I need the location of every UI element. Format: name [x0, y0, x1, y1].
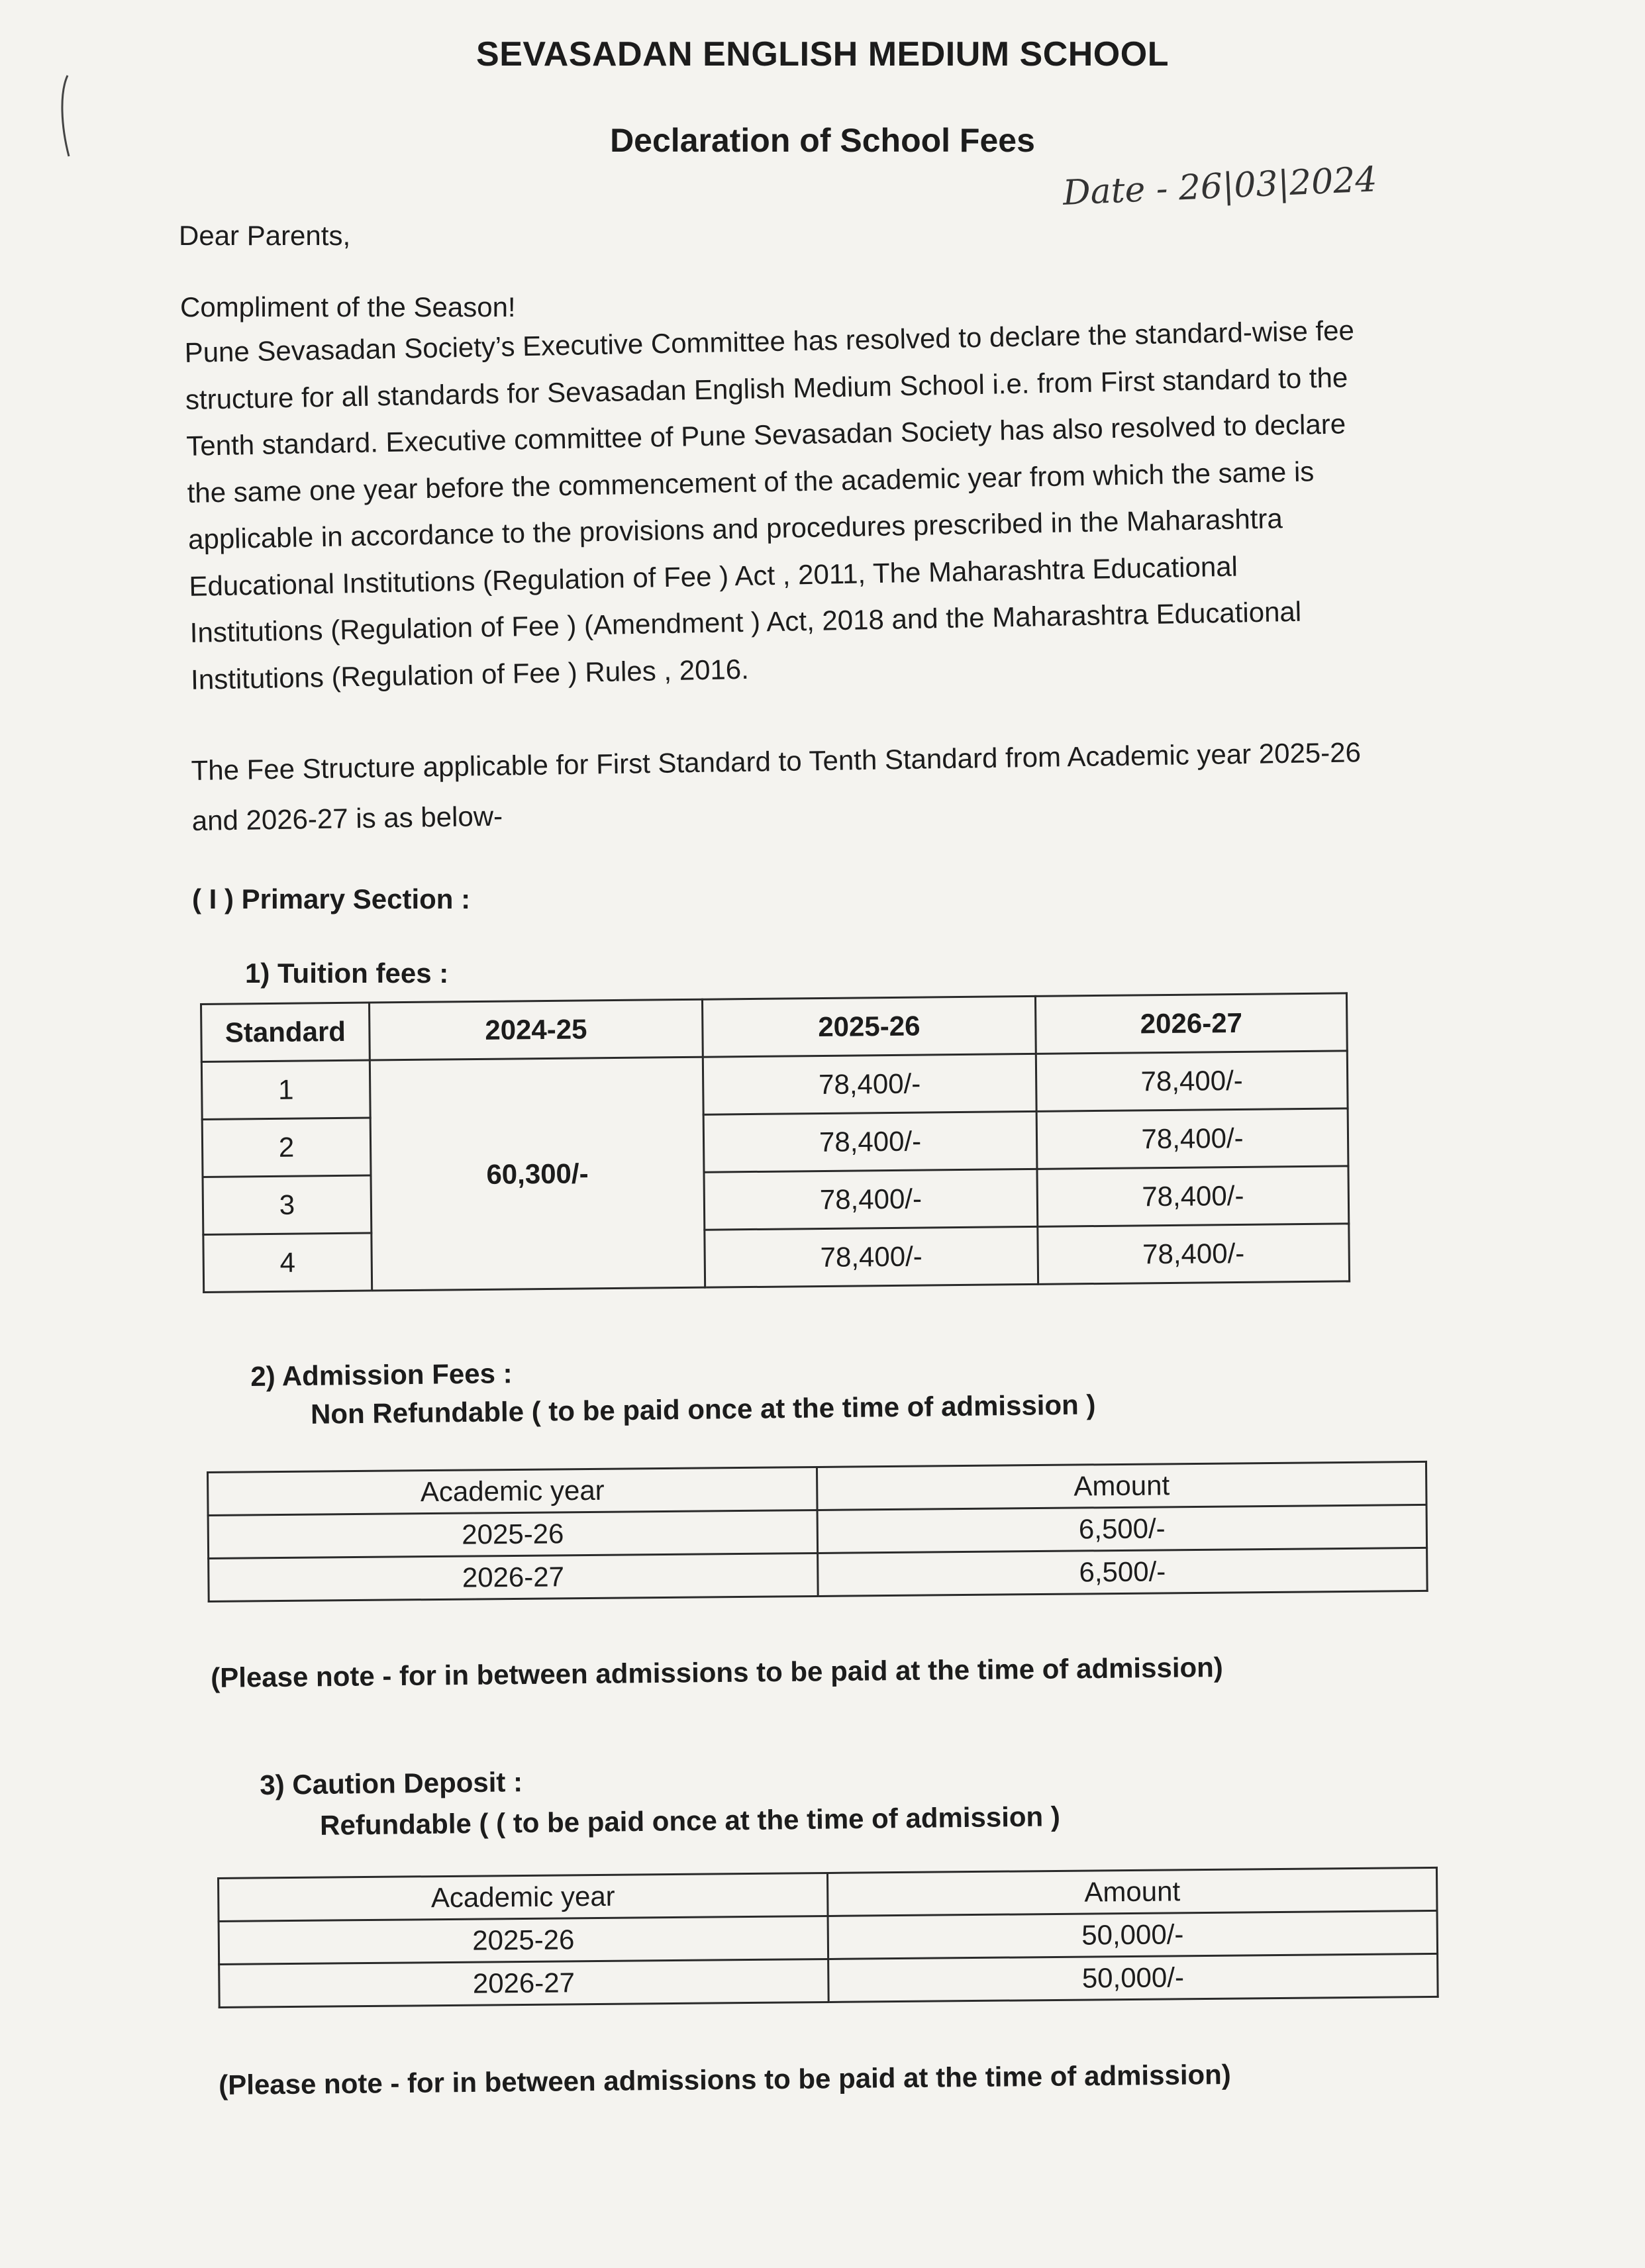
fee-cell: 78,400/- — [703, 1111, 1037, 1172]
handwritten-date: Date - 26|03|2024 — [1062, 160, 1378, 213]
fee-intro-line: and 2026-27 is as below- — [191, 800, 503, 836]
school-name: SEVASADAN ENGLISH MEDIUM SCHOOL — [476, 35, 1169, 74]
admission-heading: 2) Admission Fees : — [250, 1357, 513, 1392]
column-header: Standard — [201, 1003, 370, 1061]
column-header: Academic year — [219, 1873, 828, 1921]
year-cell: 2026-27 — [219, 1959, 829, 2007]
body-line: Tenth standard. Executive committee of Pune Sevasadan Society has also resolved to declare — [185, 408, 1346, 462]
body-line: Educational Institutions (Regulation of Fee ) Act , 2011, The Maharashtra Educational — [188, 550, 1238, 602]
fee-cell: 78,400/- — [1036, 1109, 1348, 1169]
amount-cell: 50,000/- — [828, 1953, 1438, 2002]
fee-intro — [191, 727, 1362, 846]
fee-intro-line: The Fee Structure applicable for First Standard to Tenth Standard from Academic year 2025-26 — [191, 736, 1362, 786]
amount-cell: 50,000/- — [828, 1910, 1438, 1959]
admission-fee-table — [207, 1461, 1428, 1602]
document-title: Declaration of School Fees — [610, 122, 1035, 159]
body-paragraph — [184, 304, 1528, 703]
year-cell: 2025-26 — [219, 1916, 828, 1964]
admission-heading-block — [250, 1347, 1096, 1434]
tuition-fee-table — [200, 992, 1350, 1293]
year-cell: 2026-27 — [209, 1553, 819, 1601]
table-header-row — [201, 993, 1348, 1062]
column-header: Academic year — [208, 1467, 818, 1515]
caution-note: (Please note - for in between admissions to be paid at the time of admission) — [219, 2058, 1232, 2100]
primary-section-heading: ( I ) Primary Section : — [192, 883, 471, 914]
table-row — [201, 1051, 1348, 1120]
body-line: Pune Sevasadan Society’s Executive Committee has resolved to declare the standard-wise fee — [184, 315, 1355, 368]
body-line: Institutions (Regulation of Fee ) (Amendment ) Act, 2018 and the Maharashtra Educational — [189, 595, 1302, 648]
body-line: applicable in accordance to the provisions and procedures prescribed in the Maharashtra — [187, 503, 1283, 555]
body-line: Institutions (Regulation of Fee ) Rules , 2016. — [190, 653, 750, 695]
column-header: 2024-25 — [370, 999, 703, 1060]
standard-cell: 2 — [202, 1118, 371, 1177]
amount-cell: 6,500/- — [817, 1504, 1427, 1553]
fee-cell: 78,400/- — [703, 1054, 1036, 1114]
fee-cell: 78,400/- — [1038, 1224, 1350, 1285]
fee-cell: 78,400/- — [705, 1226, 1038, 1287]
body-line: structure for all standards for Sevasadan English Medium School i.e. from First standard to the — [185, 361, 1348, 415]
greeting: Compliment of the Season! — [180, 291, 516, 322]
standard-cell: 3 — [203, 1175, 372, 1234]
column-header: 2026-27 — [1035, 993, 1347, 1054]
column-header: 2025-26 — [702, 996, 1036, 1057]
fee-cell: 78,400/- — [704, 1169, 1038, 1230]
year-cell: 2025-26 — [208, 1510, 818, 1558]
standard-cell: 4 — [203, 1233, 372, 1292]
salutation: Dear Parents, — [179, 220, 351, 251]
admission-subheading: Non Refundable ( to be paid once at the time of admission ) — [310, 1389, 1096, 1430]
column-header: Amount — [827, 1867, 1437, 1916]
caution-heading: 3) Caution Deposit : — [260, 1766, 523, 1800]
column-header: Amount — [817, 1461, 1426, 1510]
fee-cell: 78,400/- — [1037, 1166, 1349, 1227]
fee-2024-25-cell: 60,300/- — [370, 1057, 705, 1291]
amount-cell: 6,500/- — [818, 1548, 1428, 1596]
admission-note: (Please note - for in between admissions to be paid at the time of admission) — [211, 1651, 1224, 1693]
caution-heading-block — [260, 1755, 1060, 1847]
caution-deposit-table — [217, 1867, 1439, 2008]
caution-subheading: Refundable ( ( to be paid once at the time of admission ) — [319, 1800, 1061, 1841]
body-line: the same one year before the commencement of the academic year from which the same is — [187, 455, 1315, 509]
tuition-heading: 1) Tuition fees : — [245, 958, 449, 989]
fee-cell: 78,400/- — [1036, 1051, 1348, 1112]
standard-cell: 1 — [201, 1060, 370, 1119]
